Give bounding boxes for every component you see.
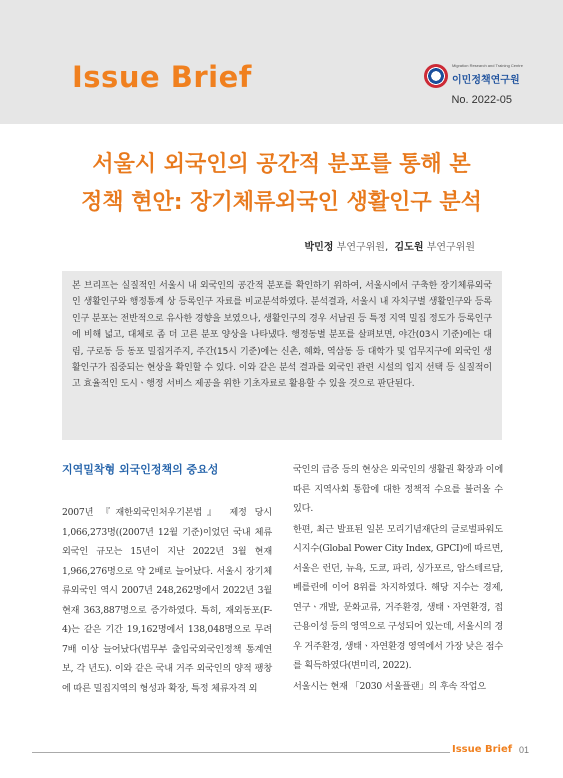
body-paragraph: 서울시는 현재 「2030 서울플랜」의 후속 작업으 (293, 680, 486, 692)
page-title (30, 146, 533, 222)
body-column-left (62, 458, 272, 698)
logo-name: 이민정책연구원 (452, 75, 520, 86)
author-name: 김도원 (394, 242, 424, 253)
author-role: 부연구위원 (426, 242, 475, 253)
body-column-right (293, 460, 503, 696)
mrtc-logo-icon (424, 64, 448, 88)
footer-brand: Issue Brief (452, 744, 513, 755)
author-name: 박민정 (304, 242, 334, 253)
abstract-text: 본 브리프는 실질적인 서울시 내 외국인의 공간적 분포를 확인하기 위하여, 서울시에서 구축한 장기체류외국인 생활인구와 행정통계 상 등록인구 자료를 비교분석하였다. 분석결과, 서울시 내 자치구별 생활인구와 등록인구 분포는 전반적으로 유사한 경향을 보였으나, 생활인구의 경우 서남권 등 특정 지역 밀집 정도가 등록인구에 비해 넓고, 대체로 좀 더 고른 분포 양상을 나타냈다. 행정동별 분포를 살펴보면, 야간(03시 기준)에는 대림, 구로동 등 동포 밀집거주지, 주간(15시 기준)에는 신촌, 혜화, 역삼동 등 대학가 및 업무지구에 외국인 생활인구가 집중되는 현상을 확인할 수 있다. 이와 같은 분석 결과를 외국인 관련 시설의 입지 선택 등 실질적이고 효율적인 도시ㆍ행정 서비스 제공을 위한 기초자료로 활용할 수 있을 것으로 판단된다. (72, 281, 492, 390)
author-line: 박민정 부연구위원, 김도원 부연구위원 (304, 242, 475, 253)
publisher-logo (424, 62, 523, 90)
body-paragraph: 한편, 최근 발표된 일본 모리기념재단의 글로벌파워도시지수(Global Power City Index, GPCI)에 따르면, 서울은 런던, 뉴욕, 도쿄, 파리, 싱가포르, 암스테르담, 베를린에 이어 8위를 차지하였다. 해당 지수는 경제, 연구ㆍ개발, 문화교류, 거주환경, 생태ㆍ자연환경, 접근용이성 등의 영역으로 구성되어 있는데, 서울시의 경우 거주환경, 생태ㆍ자연환경 영역에서 가장 낮은 점수를 획득하였다(변미리, 2022). (293, 523, 503, 671)
series-title: Issue Brief (72, 60, 252, 94)
page-number: 01 (519, 745, 530, 755)
abstract-box (62, 271, 502, 440)
issue-number: No. 2022-05 (451, 94, 512, 106)
body-paragraph: 국인의 급증 등의 현상은 외국인의 생활권 확장과 이에 따른 지역사회 통합에 대한 정책적 수요를 불러올 수 있다. (293, 464, 503, 514)
footer-divider (32, 752, 450, 753)
logo-subtitle: Migration Research and Training Centre (452, 63, 523, 68)
title-line-1: 서울시 외국인의 공간적 분포를 통해 본 (92, 152, 471, 177)
title-line-2: 정책 현안: 장기체류외국인 생활인구 분석 (81, 190, 482, 215)
section-heading: 지역밀착형 외국인정책의 중요성 (62, 463, 219, 476)
author-role: 부연구위원 (336, 242, 385, 253)
body-paragraph: 2007년 『재한외국인처우기본법』 제정 당시 1,066,273명((2007년 12월 기준)이었던 국내 체류외국인 규모는 15년이 지난 2022년 3월 현재 1,966,276명으로 약 2배로 늘어났다. 서울시 장기체류외국인 역시 2007년 248,262명에서 2022년 3월 현재 363,887명으로 증가하였다. 특히, 재외동포(F-4)는 같은 기간 19,162명에서 138,048명으로 무려 7배 이상 늘어났다(법무부 출입국외국인정책 통계연보, 각 년도). 이와 같은 국내 거주 외국인의 양적 팽창에 따른 밀집지역의 형성과 확장, 특정 체류자격 외 (62, 507, 272, 694)
